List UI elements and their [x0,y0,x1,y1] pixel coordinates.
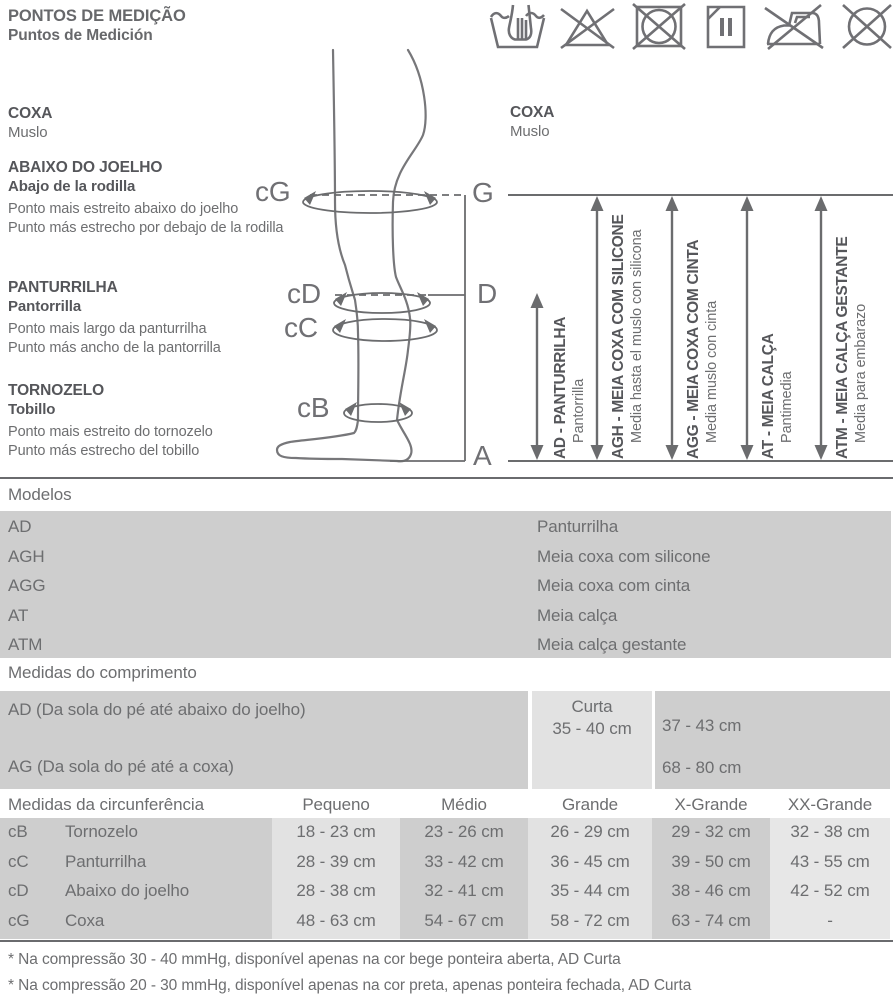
label-panturrilha-pt: PANTURRILHA [8,279,118,296]
atm-range-arrow [813,196,829,460]
models-row-code: ATM [8,635,43,654]
model-label-agh-main: AGH - MEIA COXA COM SILICONE [610,214,627,459]
agg-range-arrow [664,196,680,460]
label-tornozelo-desc-pt: Ponto mais estreito do tornozelo [8,424,213,440]
point-label-cc: cC [284,312,319,343]
model-label-at-main: AT - MEIA CALÇA [760,333,777,459]
point-label-cd: cD [287,278,322,309]
letter-d: D [477,278,498,309]
circ-value: 36 - 45 cm [550,852,630,871]
model-label-ad [551,317,588,459]
at-range-arrow [739,196,755,460]
circ-value: 43 - 55 cm [790,852,870,871]
circ-value: 32 - 38 cm [790,822,870,841]
cc-ellipse [333,319,437,341]
models-row-name: Meia coxa com silicone [537,547,711,566]
length-curta-value: 35 - 40 cm [552,719,632,738]
models-row-name: Meia calça [537,606,618,625]
do-not-dry-clean-icon [838,3,895,50]
model-label-ad-sub: Pantorrilla [571,378,587,443]
circ-value: 26 - 29 cm [550,822,630,841]
circ-value: 23 - 26 cm [424,822,504,841]
model-label-atm [833,237,870,459]
label-abaixo-joelho-es: Abajo de la rodilla [8,178,136,195]
models-row-name: Meia coxa com cinta [537,576,691,595]
model-label-atm-sub: Media para embarazo [853,303,869,443]
ad-range-arrow [529,293,545,460]
label-coxa-es: Muslo [8,124,48,141]
circ-row-name: Coxa [65,911,105,930]
models-table-header: Modelos [8,485,72,504]
page-title-es: Puntos de Medición [8,27,153,44]
models-row-code: AGG [8,576,46,595]
circ-value: 28 - 38 cm [296,881,376,900]
model-label-agg-sub: Media muslo con cinta [704,300,720,443]
circ-value: 54 - 67 cm [424,911,504,930]
circ-value: 33 - 42 cm [424,852,504,871]
letter-g: G [472,177,494,208]
point-label-cb: cB [297,392,330,423]
model-label-at [759,333,796,459]
label-panturrilha-desc-es: Punto más ancho de la pantorrilla [8,339,221,356]
circ-value: 42 - 52 cm [790,881,870,900]
page-title-pt: PONTOS DE MEDIÇÃO [8,7,186,25]
model-label-ad-main: AD - PANTURRILHA [552,316,569,459]
circ-row-point: cC [8,852,29,871]
length-table-header: Medidas do comprimento [8,663,197,682]
length-row-ad-label: AD (Da sola do pé até abaixo do joelho) [8,700,306,719]
models-row-code: AGH [8,547,45,566]
label-tornozelo-pt: TORNOZELO [8,382,105,399]
label-tornozelo-desc-es: Punto más estrecho del tobillo [8,442,200,459]
circumference-table-header: Medidas da circunferência [8,795,204,814]
circ-value: 28 - 39 cm [296,852,376,871]
circ-value: 58 - 72 cm [550,911,630,930]
label-coxa [8,104,52,142]
circ-value: - [827,911,833,930]
circ-value: 38 - 46 cm [671,881,751,900]
models-row-name: Panturrilha [537,517,619,536]
circ-value: 18 - 23 cm [296,822,376,841]
circ-row-name: Abaixo do joelho [65,881,190,900]
size-header-pequeno: Pequeno [302,795,370,814]
footnote-2: * Na compressão 20 - 30 mmHg, disponível apenas na cor preta, apenas ponteira fechada, AD Curta [8,977,692,994]
right-label-coxa-pt: COXA [510,104,555,121]
letter-a: A [473,440,492,471]
label-abaixo-joelho [8,158,283,237]
circumference-table-bottom-line [0,940,893,942]
label-panturrilha-es: Pantorrilla [8,298,82,315]
models-row-code: AD [8,517,32,536]
length-ad-value: 37 - 43 cm [662,716,742,735]
models-row-code: AT [8,606,29,625]
length-curta-label: Curta [571,697,613,716]
models-table-body-shade [0,511,891,658]
circ-row-point: cB [8,822,28,841]
label-tornozelo [8,381,213,460]
point-label-cg: cG [255,176,291,207]
models-row-name: Meia calça gestante [537,635,687,654]
model-label-agg-main: AGG - MEIA COXA COM CINTA [685,239,702,459]
circ-value: 39 - 50 cm [671,852,751,871]
model-label-atm-main: ATM - MEIA CALÇA GESTANTE [834,236,851,459]
size-header-medio: Médio [441,795,487,814]
circ-row-point: cD [8,881,29,900]
model-label-agg [684,240,721,459]
bottom-range-line [508,460,893,462]
footnote-1: * Na compressão 30 - 40 mmHg, disponível apenas na cor bege ponteira aberta, AD Curta [8,951,621,968]
care-icons-row [488,3,895,50]
circ-value: 32 - 41 cm [424,881,504,900]
circ-value: 35 - 44 cm [550,881,630,900]
top-range-line [508,194,893,196]
model-label-agh-sub: Media hasta el muslo con silicona [629,229,645,443]
model-label-agh [609,215,646,459]
size-header-xx-grande: XX-Grande [787,795,873,814]
label-coxa-pt: COXA [8,105,53,122]
label-panturrilha-desc-pt: Ponto mais largo da panturrilha [8,321,207,337]
cd-ellipse [334,293,430,313]
do-not-tumble-dry-icon [628,3,690,50]
agh-range-arrow [589,196,605,460]
models-table-top-line [0,477,893,479]
do-not-iron-icon [762,3,828,50]
drip-dry-in-shade-icon [700,3,752,50]
right-label-coxa [510,103,554,141]
hand-wash-icon [488,3,546,50]
label-panturrilha [8,278,221,357]
right-label-coxa-es: Muslo [510,123,550,140]
label-abaixo-joelho-pt: ABAIXO DO JOELHO [8,159,163,176]
label-tornozelo-es: Tobillo [8,401,56,418]
label-abaixo-joelho-desc-pt: Ponto mais estreito abaixo do joelho [8,201,239,217]
circ-value: 29 - 32 cm [671,822,751,841]
length-ag-value: 68 - 80 cm [662,758,742,777]
ellipse-arrowheads [304,191,436,416]
circ-row-point: cG [8,911,30,930]
do-not-bleach-icon [556,3,618,50]
size-header-grande: Grande [561,795,619,814]
circ-row-name: Panturrilha [65,852,147,871]
label-abaixo-joelho-desc-es: Punto más estrecho por debajo de la rodilla [8,219,284,236]
circ-value: 63 - 74 cm [671,911,751,930]
model-label-at-sub: Pantimedia [779,371,795,443]
size-header-x-grande: X-Grande [674,795,748,814]
leg-diagram [250,48,500,473]
page-title [8,7,186,45]
circ-row-name: Tornozelo [65,822,138,841]
circ-value: 48 - 63 cm [296,911,376,930]
length-row-ag-label: AG (Da sola do pé até a coxa) [8,757,234,776]
